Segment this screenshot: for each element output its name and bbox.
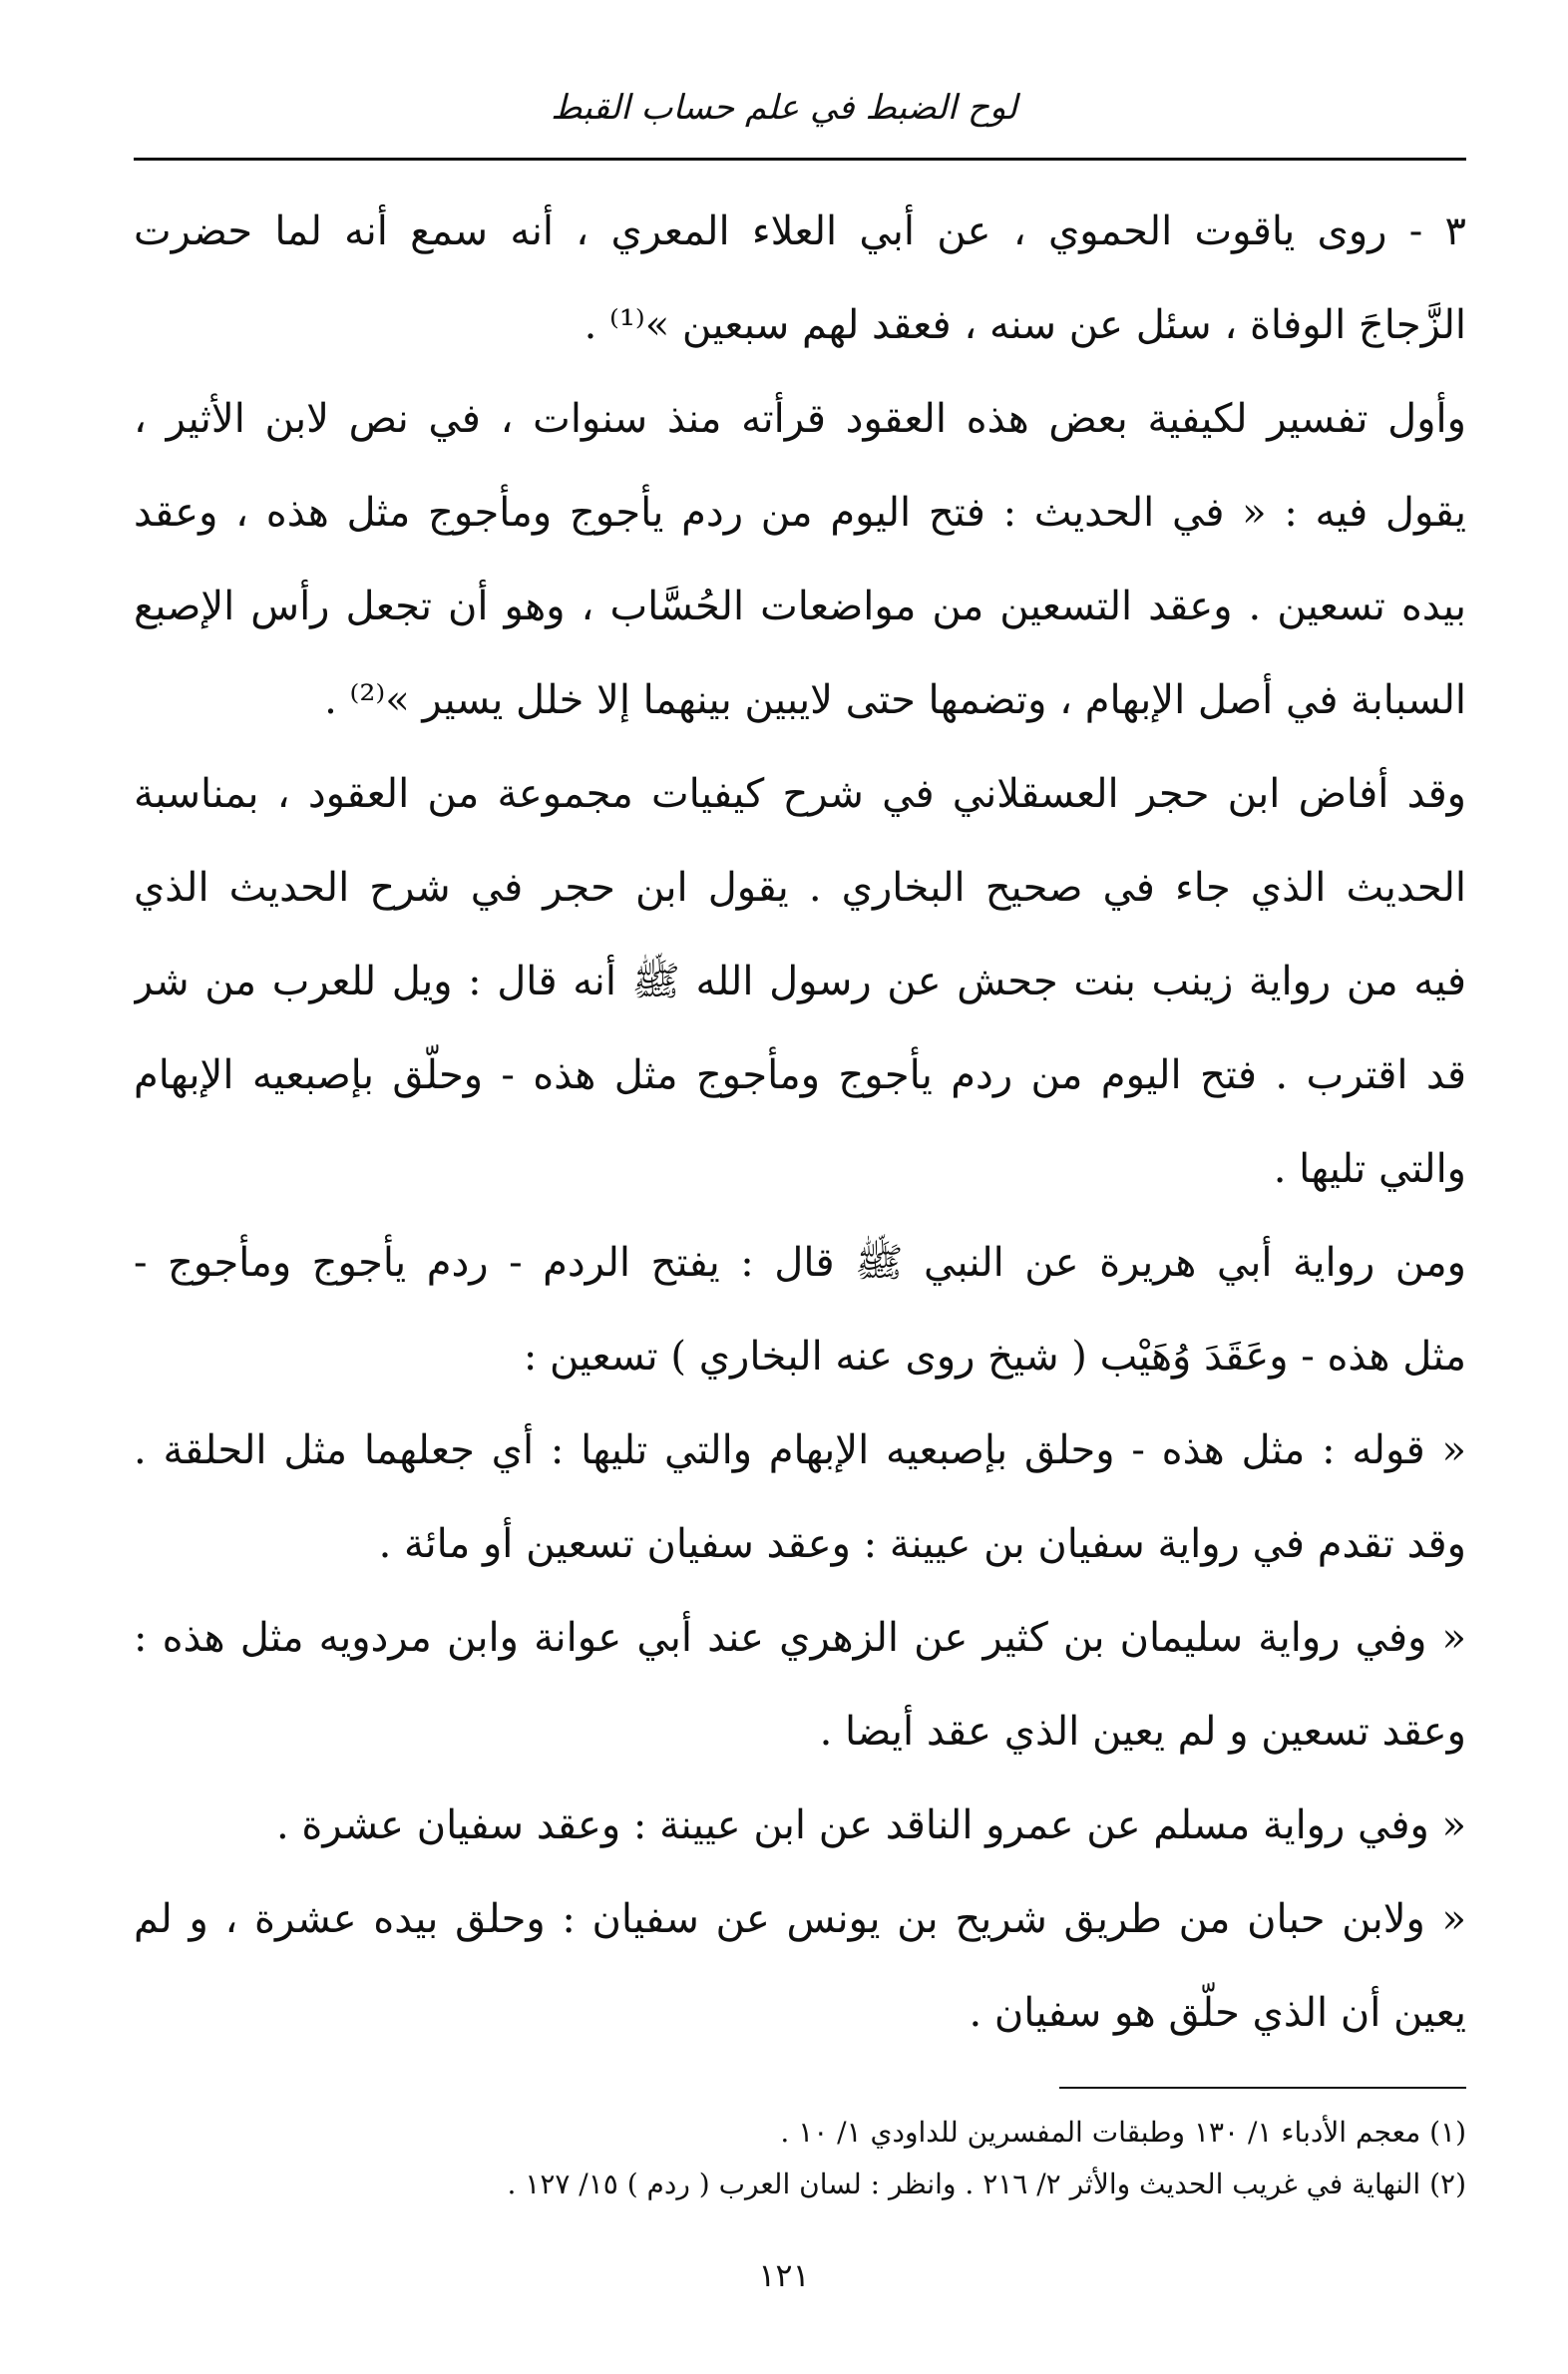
text-line: بيده تسعين . وعقد التسعين من مواضعات الحُسَّاب ، وهو أن تجعل رأس الإصبع [134, 584, 1466, 629]
paragraph [134, 1779, 1466, 1872]
text-line: يقول فيه : « في الحديث : فتح اليوم من ردم يأجوج ومأجوج مثل هذه ، وعقد [134, 490, 1466, 536]
main-text [134, 185, 1466, 2060]
running-header: لوح الضبط في علم حساب القبط [551, 88, 1017, 128]
text-line: فيه من رواية زينب بنت جحش عن رسول الله ﷺ أنه قال : ويل للعرب من شر [134, 959, 1466, 1004]
text-line: مثل هذه - وعَقَدَ وُهَيْب ( شيخ روى عنه البخاري ) تسعين : [523, 1334, 1466, 1380]
text-line: والتي تليها . [1273, 1146, 1466, 1192]
footnote: (٢) النهاية في غريب الحديث والأثر ٢/ ٢١٦ . وانظر : لسان العرب ( ردم ) ١٥/ ١٢٧ . [507, 2168, 1466, 2200]
text-line: « وفي رواية سليمان بن كثير عن الزهري عند أبي عوانة وابن مردويه مثل هذه : [134, 1615, 1466, 1661]
footnotes [134, 2107, 1466, 2210]
footnote-rule [1059, 2087, 1466, 2089]
paragraph [134, 1216, 1466, 1403]
text-line: قد اقترب . فتح اليوم من ردم يأجوج ومأجوج مثل هذه - وحلّق بإصبعيه الإبهام [134, 1052, 1466, 1098]
text-line: « وفي رواية مسلم عن عمرو الناقد عن ابن عيينة : وعقد سفيان عشرة . [275, 1802, 1466, 1848]
paragraph [134, 1591, 1466, 1779]
footnote: (١) معجم الأدباء ١/ ١٣٠ وطبقات المفسرين للداودي ١/ ١٠ . [780, 2116, 1466, 2149]
text-line: « قوله : مثل هذه - وحلق بإصبعيه الإبهام والتي تليها : أي جعلهما مثل الحلقة . [134, 1427, 1466, 1473]
text-line: ومن رواية أبي هريرة عن النبي ﷺ قال : يفتح الردم - ردم يأجوج ومأجوج - [134, 1240, 1466, 1286]
paragraph [134, 1872, 1466, 2060]
text-line: السبابة في أصل الإبهام ، وتضمها حتى لايبين بينهما إلا خلل يسير »⁽²⁾ . [324, 677, 1466, 723]
paragraph [134, 747, 1466, 1216]
text-line: وأول تفسير لكيفية بعض هذه العقود قرأته منذ سنوات ، في نص لابن الأثير ، [134, 396, 1466, 442]
text-line: يعين أن الذي حلّق هو سفيان . [969, 1990, 1466, 2036]
text-line: الزَّجاجَ الوفاة ، سئل عن سنه ، فعقد لهم سبعين »⁽¹⁾ . [584, 302, 1466, 348]
paragraph [134, 372, 1466, 747]
paragraph [134, 1403, 1466, 1591]
text-line: وقد أفاض ابن حجر العسقلاني في شرح كيفيات مجموعة من العقود ، بمناسبة [134, 771, 1466, 817]
text-line: ٣ - روى ياقوت الحموي ، عن أبي العلاء المعري ، أنه سمع أنه لما حضرت [134, 208, 1466, 254]
text-line: « ولابن حبان من طريق شريح بن يونس عن سفيان : وحلق بيده عشرة ، و لم [134, 1896, 1466, 1942]
text-line: وقد تقدم في رواية سفيان بن عيينة : وعقد سفيان تسعين أو مائة . [378, 1521, 1466, 1567]
page-number: ١٢١ [758, 2256, 810, 2294]
header-rule [134, 158, 1466, 161]
text-line: الحديث الذي جاء في صحيح البخاري . يقول ابن حجر في شرح الحديث الذي [134, 865, 1466, 911]
text-line: وعقد تسعين و لم يعين الذي عقد أيضا . [819, 1709, 1466, 1755]
paragraph [134, 185, 1466, 372]
